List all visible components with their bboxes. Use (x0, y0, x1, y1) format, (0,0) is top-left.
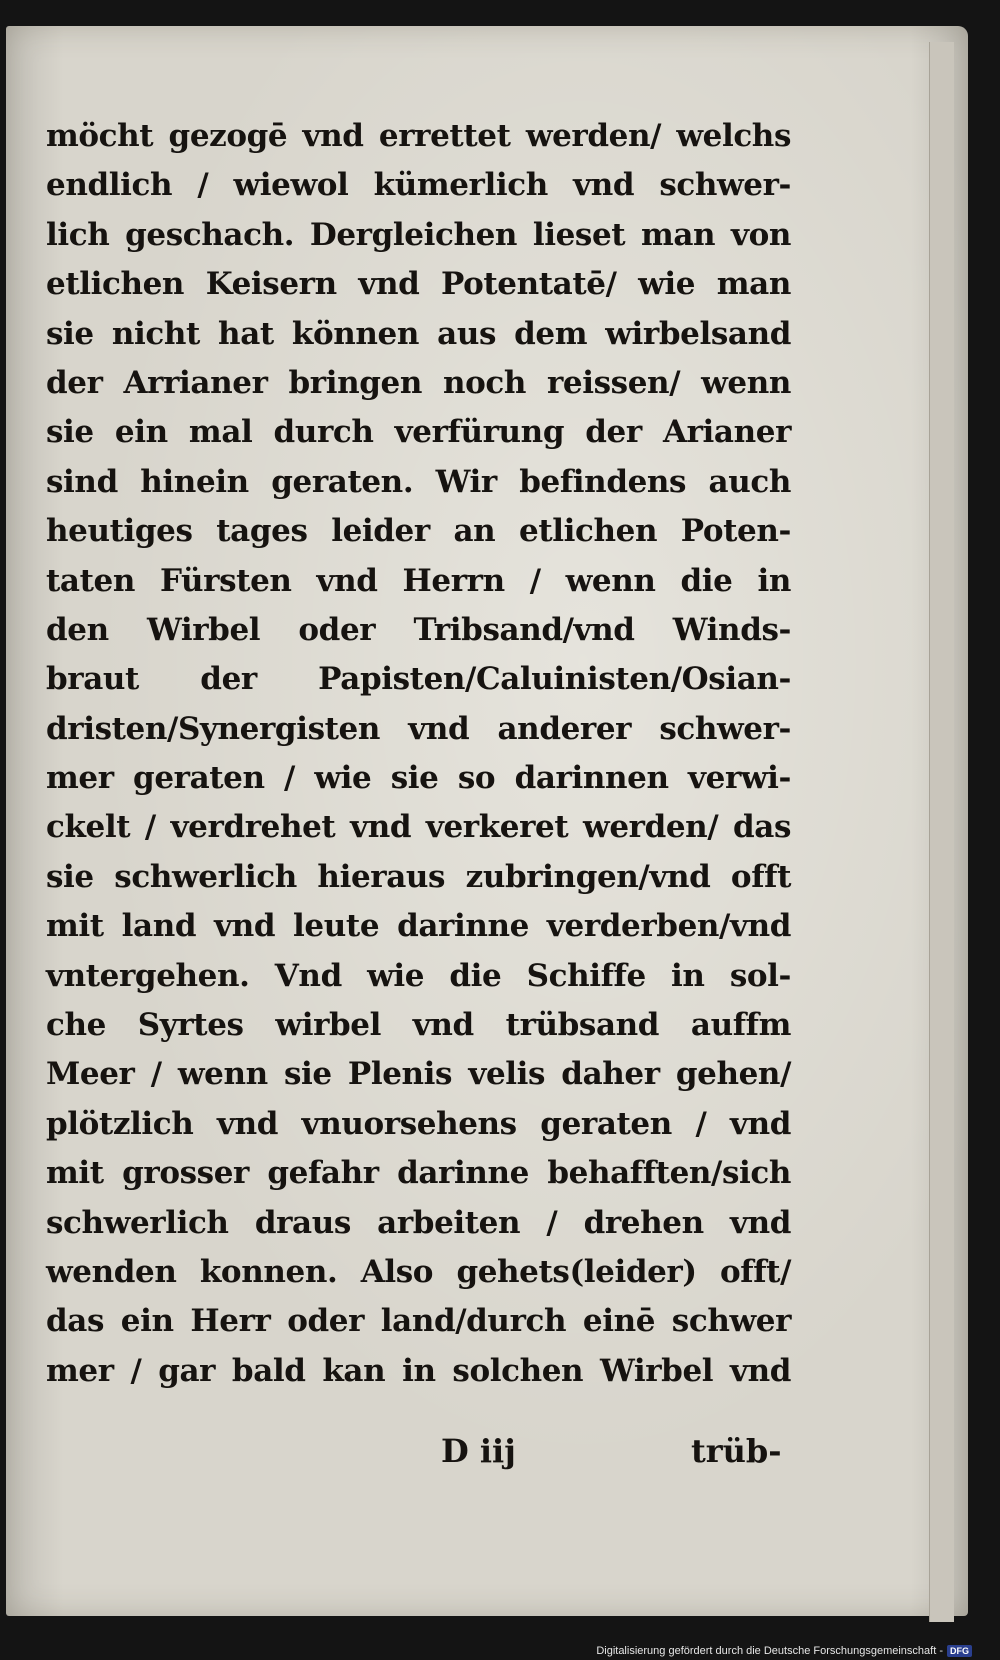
page-edge (929, 42, 954, 1622)
text-line: möcht gezogē vnd errettet werden/ welchs (46, 118, 791, 154)
text-line: braut der Papisten/Caluinisten/Osian- (46, 661, 791, 698)
text-line: Meer / wenn sie Plenis velis daher gehen/ (46, 1056, 791, 1093)
text-line: vntergehen. Vnd wie die Schiffe in sol- (46, 957, 791, 994)
credit-text: Digitalisierung gefördert durch die Deutsche Forschungsgemeinschaft - (596, 1644, 943, 1657)
text-line: wenden konnen. Also gehets(leider) offt/ (46, 1253, 791, 1290)
text-line: das ein Herr oder land/durch einē schwer (46, 1303, 791, 1340)
text-line: taten Fürsten vnd Herrn / wenn die in (46, 562, 791, 599)
text-block (46, 112, 791, 1396)
text-line: mer / gar bald kan in solchen Wirbel vnd (46, 1352, 791, 1389)
text-line: sie ein mal durch verfürung der Arianer (46, 414, 791, 451)
book-page (6, 26, 968, 1616)
text-line: etlichen Keisern vnd Potentatē/ wie man (46, 266, 791, 303)
text-line: sie nicht hat können aus dem wirbelsand (46, 315, 791, 352)
text-line: mer geraten / wie sie so darinnen verwi- (46, 760, 791, 797)
text-line: lich geschach. Dergleichen lieset man von (46, 216, 791, 253)
text-line: der Arrianer bringen noch reissen/ wenn (46, 364, 791, 401)
text-line: mit grosser gefahr darinne behafften/sich (46, 1155, 791, 1192)
text-line: ckelt / verdrehet vnd verkeret werden/ das (46, 809, 791, 846)
text-line: sind hinein geraten. Wir befindens auch (46, 463, 791, 500)
text-line: den Wirbel oder Tribsand/vnd Winds- (46, 611, 791, 648)
signature-mark: D iij (441, 1432, 516, 1470)
dfg-logo-icon: DFG (947, 1645, 972, 1657)
text-line: che Syrtes wirbel vnd trübsand auffm (46, 1007, 791, 1044)
text-line: heutiges tages leider an etlichen Poten- (46, 513, 791, 550)
text-line: endlich / wiewol kümerlich vnd schwer- (46, 167, 791, 204)
catchword: trüb- (691, 1432, 782, 1470)
text-line: plötzlich vnd vnuorsehens geraten / vnd (46, 1105, 791, 1142)
text-line: schwerlich draus arbeiten / drehen vnd (46, 1204, 791, 1241)
text-line: dristen/Synergisten vnd anderer schwer- (46, 710, 791, 747)
digitization-credit (596, 1645, 972, 1657)
text-line: mit land vnd leute darinne verderben/vnd (46, 908, 791, 945)
text-line: sie schwerlich hieraus zubringen/vnd offt (46, 858, 791, 895)
